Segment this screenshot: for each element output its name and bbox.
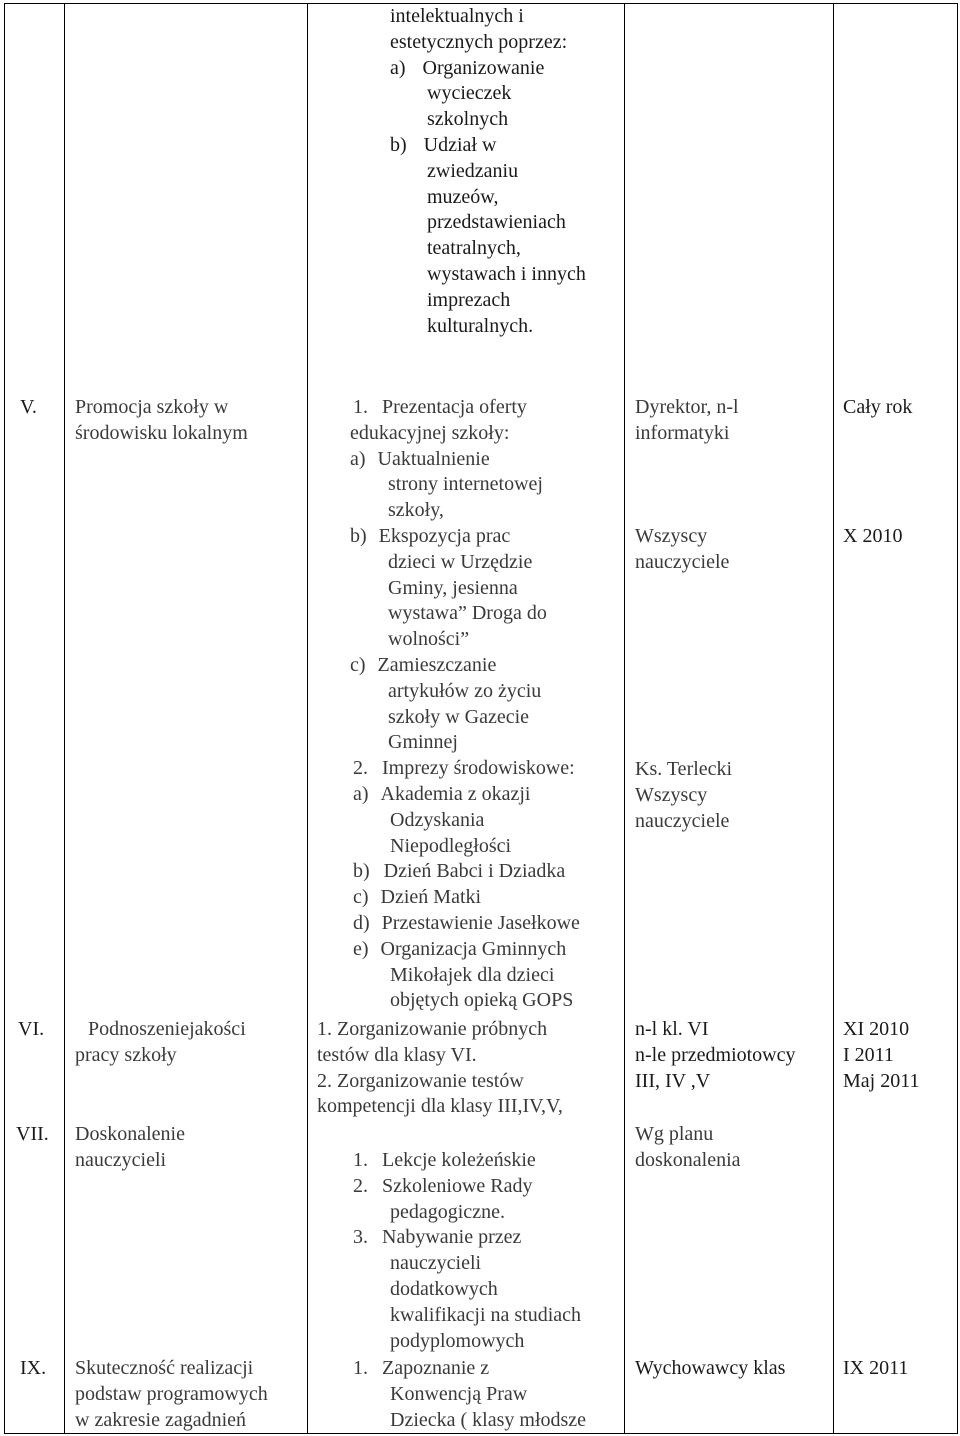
row-number: V. bbox=[20, 396, 37, 418]
column-divider-3 bbox=[624, 3, 625, 1434]
task-line: teatralnych, bbox=[427, 237, 521, 260]
row-responsible: n-l kl. VI n-le przedmiotowcy III, IV ,V bbox=[635, 1018, 796, 1092]
row-title: Promocja szkoły w środowisku lokalnym bbox=[75, 396, 248, 444]
row-responsible: Ks. Terlecki Wszyscy nauczyciele bbox=[635, 758, 733, 832]
task-line: intelektualnych i bbox=[390, 5, 524, 27]
row-responsible: Wszyscy nauczyciele bbox=[635, 525, 730, 573]
row-tasks: 1. Zapoznanie z Konwencją Praw Dziecka ( klasy młodsze bbox=[353, 1357, 587, 1431]
row-date: X 2010 bbox=[843, 525, 903, 547]
row-title: Podnoszeniejakości pracy szkoły bbox=[75, 1018, 246, 1066]
row-tasks: 1. Prezentacja oferty edukacyjnej szkoły: a) Uaktualnienie strony internetowej szkoły, b) Ekspozycja prac dzieci w Urzędzie Gminy, jesienna wystawa” Droga do wolności” c) Zamieszczanie artykułów zo życiu szkoły w Gazecie Gminnej 2. Imprezy środowiskowe: a) Akademia z okazji Odzyskania Niepodległości b) Dzień Babci i Dziadka c) Dzień Matki d) Przestawienie Jasełkowe e) Organizacja Gminnych Mikołajek dla dzieci objętych opieką GOPS bbox=[350, 396, 580, 1012]
task-line: imprezach bbox=[427, 288, 511, 311]
task-item: a) Organizowanie bbox=[390, 56, 545, 79]
task-line: kulturalnych. bbox=[427, 314, 534, 337]
row-title: Skuteczność realizacji podstaw programowych w zakresie zagadnień bbox=[75, 1357, 268, 1431]
table-border-right bbox=[957, 3, 958, 1434]
row-tasks: 1. Lekcje koleżeńskie 2. Szkoleniowe Rady pedagogiczne. 3. Nabywanie przez nauczycieli dodatkowych kwalifikacji na studiach podyplomowych bbox=[353, 1149, 582, 1352]
task-line: wycieczek bbox=[427, 82, 512, 105]
row-responsible: Dyrektor, n-l informatyki bbox=[635, 396, 739, 444]
task-line: zwiedzaniu bbox=[427, 159, 519, 182]
row-title: Doskonalenie nauczycieli bbox=[75, 1123, 185, 1171]
row-tasks: 1. Zorganizowanie próbnych testów dla klasy VI. 2. Zorganizowanie testów kompetencji dla klasy III,IV,V, bbox=[317, 1018, 563, 1118]
task-line: muzeów, bbox=[427, 185, 499, 208]
table-border-left bbox=[4, 3, 5, 1434]
row-date: Cały rok bbox=[843, 396, 913, 418]
column-divider-1 bbox=[64, 3, 65, 1434]
row-responsible: Wychowawcy klas bbox=[635, 1357, 786, 1379]
row-number: VI. bbox=[18, 1018, 45, 1040]
task-line: szkolnych bbox=[427, 108, 509, 131]
task-line: przedstawieniach bbox=[427, 211, 566, 234]
column-divider-2 bbox=[307, 3, 308, 1434]
row-number: IX. bbox=[20, 1357, 47, 1379]
row-responsible: Wg planu doskonalenia bbox=[635, 1123, 741, 1171]
row-date: XI 2010 I 2011 Maj 2011 bbox=[843, 1018, 920, 1092]
task-line: wystawach i innych bbox=[427, 262, 586, 285]
row-date: IX 2011 bbox=[843, 1357, 909, 1379]
row-number: VII. bbox=[16, 1123, 49, 1145]
column-divider-4 bbox=[833, 3, 834, 1434]
continued-task-cell bbox=[390, 4, 586, 339]
task-line: estetycznych poprzez: bbox=[390, 30, 568, 53]
task-item: b) Udział w bbox=[390, 133, 497, 156]
